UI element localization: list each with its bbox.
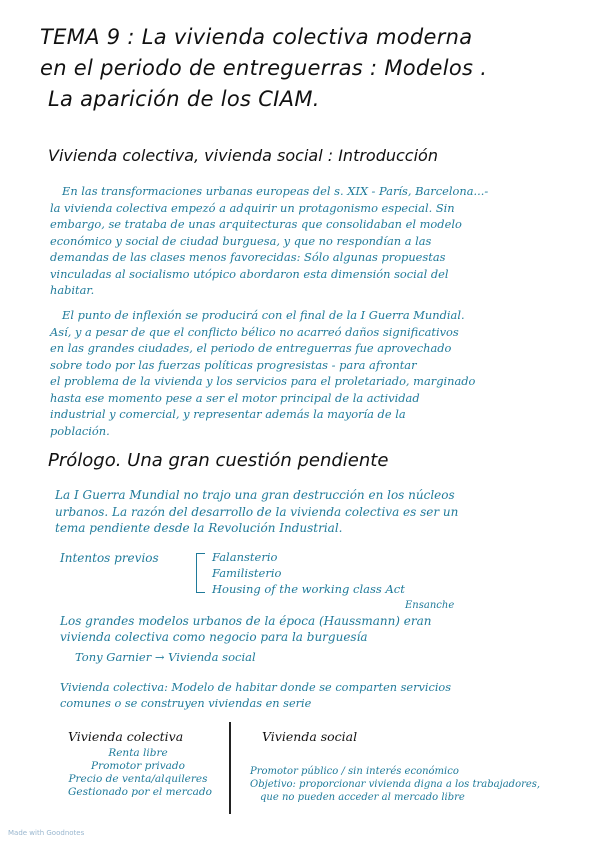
text-line: En las transformaciones urbanas europeas del s. XIX - París, Barcelona...- xyxy=(62,184,489,198)
intentos-list xyxy=(212,549,405,597)
prologo-heading: Prólogo. Una gran cuestión pendiente xyxy=(48,450,389,471)
page-title xyxy=(40,22,560,115)
goodnotes-watermark: Made with Goodnotes xyxy=(8,829,85,837)
text-line: El punto de inflexión se producirá con el final de la I Guerra Mundial. xyxy=(62,308,465,322)
comparison-right-heading: Vivienda social xyxy=(262,729,358,744)
list-item: Renta libre xyxy=(108,747,168,759)
intro-paragraph-2 xyxy=(50,307,550,439)
text-line: demandas de las clases menos favorecidas: Sólo algunas propuestas xyxy=(50,250,446,264)
text-line: urbanos. La razón del desarrollo de la vivienda colectiva es ser un xyxy=(55,504,459,519)
text-line: sobre todo por las fuerzas políticas progresistas - para afrontar xyxy=(50,357,417,372)
text-line: económico y social de ciudad burguesa, y que no respondían a las xyxy=(50,233,432,248)
definition-paragraph xyxy=(60,680,560,712)
list-item: Housing of the working class Act xyxy=(212,582,405,596)
ensanche-annotation: Ensanche xyxy=(405,600,455,611)
text-line: la vivienda colectiva empezó a adquirir un protagonismo especial. Sin xyxy=(50,200,455,215)
comparison-left-heading: Vivienda colectiva xyxy=(68,729,184,744)
comparison-right-list xyxy=(250,765,540,804)
list-item: Falansterio xyxy=(212,550,278,564)
list-item: Familisterio xyxy=(212,566,282,580)
brace-bracket xyxy=(196,553,205,593)
list-item: Objetivo: proporcionar vivienda digna a los trabajadores, xyxy=(250,779,541,790)
text-line: embargo, se trataba de unas arquitecturas que consolidaban el modelo xyxy=(50,217,462,231)
modelos-paragraph xyxy=(60,613,560,645)
list-item: Gestionado por el mercado xyxy=(68,786,212,798)
title-line-1: TEMA 9 : La vivienda colectiva moderna xyxy=(40,25,473,49)
garnier-note: Tony Garnier → Vivienda social xyxy=(75,650,256,664)
text-line: en las grandes ciudades, el periodo de entreguerras fue aprovechado xyxy=(50,341,452,355)
list-item: que no pueden acceder al mercado libre xyxy=(260,792,465,803)
text-line: comunes o se construyen viviendas en serie xyxy=(60,697,312,710)
text-line: población. xyxy=(50,423,110,438)
text-line: habitar. xyxy=(50,283,95,297)
text-line: La I Guerra Mundial no trajo una gran destrucción en los núcleos xyxy=(55,488,455,502)
text-line: vinculadas al socialismo utópico abordaron esta dimensión social del xyxy=(50,266,449,281)
intro-heading: Vivienda colectiva, vivienda social : Introducción xyxy=(48,146,438,165)
text-line: Vivienda colectiva: Modelo de habitar donde se comparten servicios xyxy=(60,681,452,694)
intro-paragraph-1 xyxy=(50,183,550,299)
title-line-2: en el periodo de entreguerras : Modelos . xyxy=(40,56,488,80)
text-line: tema pendiente desde la Revolución Industrial. xyxy=(55,521,343,535)
text-line: vivienda colectiva como negocio para la burguesía xyxy=(60,630,368,644)
list-item: Precio de venta/alquileres xyxy=(68,773,208,785)
text-line: Así, y a pesar de que el conflicto bélico no acarreó daños significativos xyxy=(50,324,459,339)
text-line: industrial y comercial, y representar además la mayoría de la xyxy=(50,407,406,421)
comparison-left-list xyxy=(68,747,212,799)
list-item: Promotor público / sin interés económico xyxy=(250,766,459,777)
prologo-paragraph xyxy=(55,487,555,537)
list-item: Promotor privado xyxy=(91,760,185,772)
column-divider xyxy=(229,722,231,814)
text-line: hasta ese momento pese a ser el motor principal de la actividad xyxy=(50,390,420,405)
text-line: el problema de la vivienda y los servicios para el proletariado, marginado xyxy=(50,374,476,388)
text-line: Los grandes modelos urbanos de la época (Haussmann) eran xyxy=(60,614,432,628)
title-line-3: La aparición de los CIAM. xyxy=(48,87,320,111)
intentos-label: Intentos previos xyxy=(60,551,159,565)
